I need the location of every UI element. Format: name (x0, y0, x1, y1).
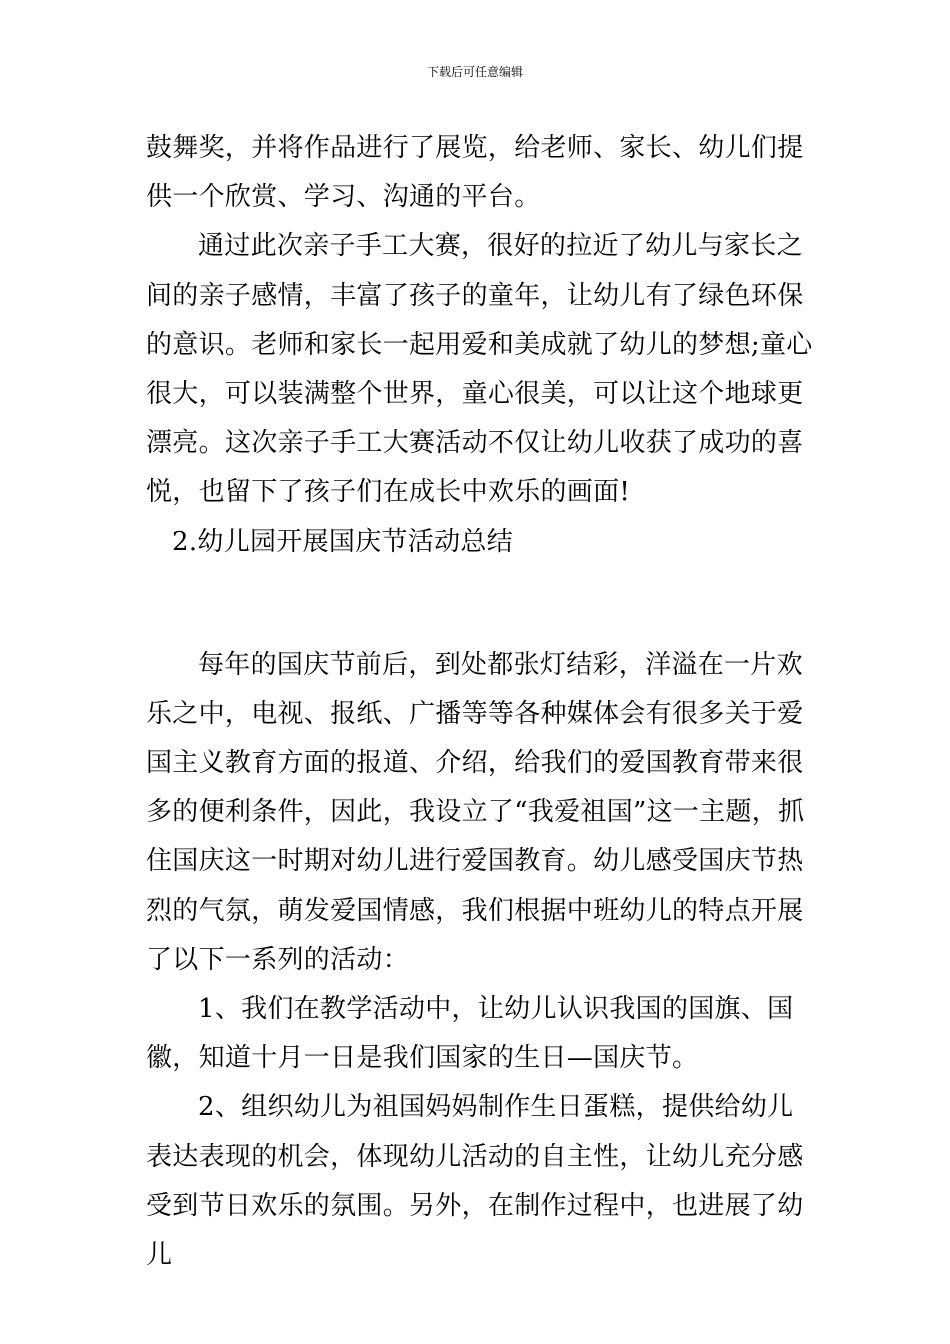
paragraph-summary: 通过此次亲子手工大赛，很好的拉近了幼儿与家长之间的亲子感情，丰富了孩子的童年，让幼儿有了绿色环保的意识。老师和家长一起用爱和美成就了幼儿的梦想;童心很大，可以装满整个世界，童心很美，可以让这个地球更漂亮。这次亲子手工大赛活动不仅让幼儿收获了成功的喜悦，也留下了孩子们在成长中欢乐的画面! (146, 231, 813, 508)
paragraph-item-1: 1、我们在教学活动中，让幼儿认识我国的国旗、国徽，知道十月一日是我们国家的生日—国庆节。 (146, 994, 794, 1074)
paragraph-item-2: 2、组织幼儿为祖国妈妈制作生日蛋糕，提供给幼儿表达表现的机会，体现幼儿活动的自主性，让幼儿充分感受到节日欢乐的氛围。另外，在制作过程中，也进展了幼儿 (146, 1092, 804, 1271)
document-body (146, 124, 816, 1280)
paragraph-intro: 每年的国庆节前后，到处都张灯结彩，洋溢在一片欢乐之中，电视、报纸、广播等等各种媒体会有很多关于爱国主义教育方面的报道、介绍，给我们的爱国教育带来很多的便利条件，因此，我设立了“我爱祖国”这一主题，抓住国庆这一时期对幼儿进行爱国教育。幼儿感受国庆节热烈的气氛，萌发爱国情感，我们根据中班幼儿的特点开展了以下一系列的活动： (146, 649, 805, 975)
page-header-note: 下载后可任意编辑 (426, 65, 523, 79)
blank-line (146, 567, 816, 641)
section-heading: 2.幼儿园开展国庆节活动总结 (172, 526, 514, 557)
paragraph-continuation: 鼓舞奖，并将作品进行了展览，给老师、家长、幼儿们提供一个欣赏、学习、沟通的平台。 (146, 133, 804, 213)
